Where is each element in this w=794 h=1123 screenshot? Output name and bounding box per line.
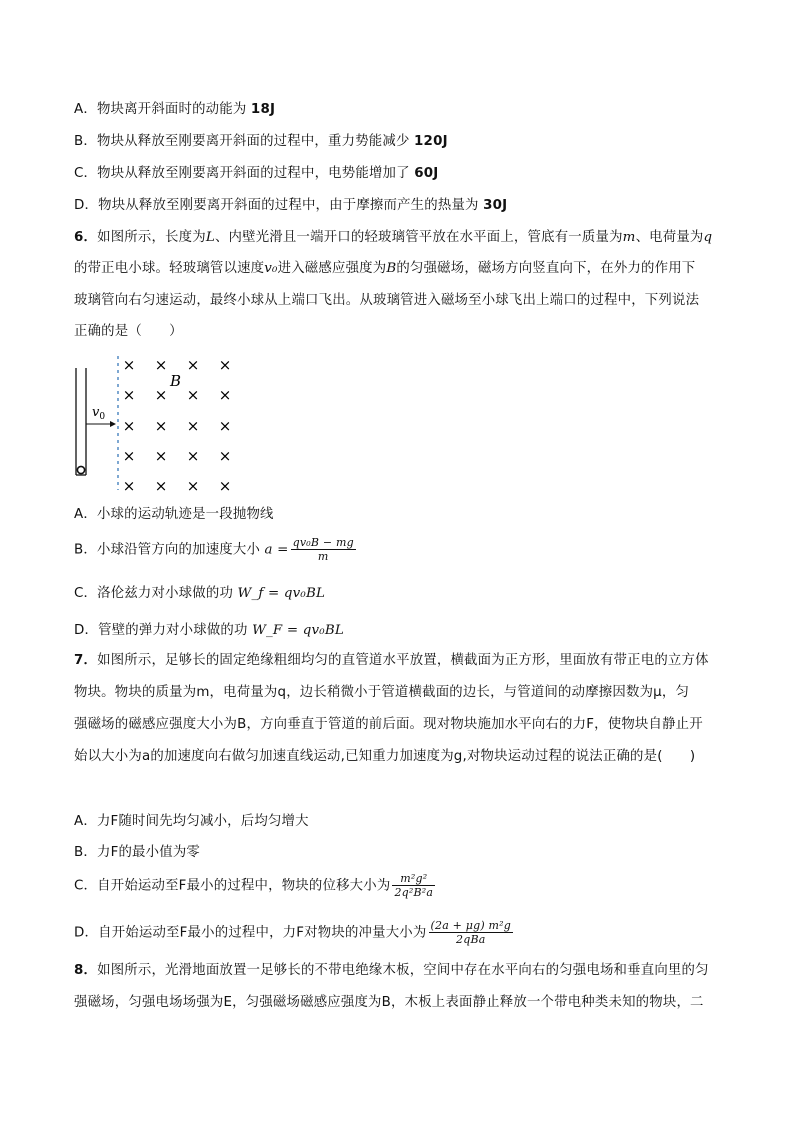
q7-stem-line4: 始以大小为a的加速度向右做匀加速直线运动,已知重力加速度为g,对物块运动过程的说法正确的是( ) <box>74 749 696 764</box>
q7-stem-line2: 物块。物块的质量为m，电荷量为q，边长稍微小于管道横截面的边长，与管道间的动摩擦因数为μ，匀 <box>74 685 690 700</box>
q7-option-d: D．自开始运动至F最小的过程中，力F对物块的冲量大小为 $\frac{\text{(2a + μg) m²g}}{\text{2qBa}}$ <box>74 919 512 946</box>
field-cross-2-1: × <box>154 417 168 435</box>
field-cross-1-0: × <box>122 386 136 404</box>
q6-stem-line1: 6．如图所示，长度为L、内壁光滑且一端开口的轻玻璃管平放在水平面上，管底有一质量为m、电荷量为q <box>74 230 713 245</box>
q6-option-c: C．洛伦兹力对小球做的功 W_f = qv₀BL <box>74 586 326 601</box>
field-cross-0-3: × <box>218 356 232 374</box>
q6-stem-line2: 的带正电小球。轻玻璃管以速度v₀进入磁感应强度为B的匀强磁场，磁场方向竖直向下，在外力的作用下 <box>74 261 696 276</box>
magnetic-field-diagram <box>66 350 256 500</box>
q6-optB-fraction: $\frac{\text{qv₀B − mg}}{m}$ <box>292 536 354 563</box>
q5-option-b: B．物块从释放至刚要离开斜面的过程中，重力势能减少 120J <box>74 134 448 149</box>
q6-stem-line4: 正确的是（ ） <box>74 324 183 339</box>
field-cross-3-2: × <box>186 447 200 465</box>
field-label: B <box>170 372 182 390</box>
q7-optC-fraction: $\frac{\text{m²g²}}{\text{2q²B²a}}$ <box>394 872 434 899</box>
q7-stem-line1: 7．如图所示，足够长的固定绝缘粗细均匀的直管道水平放置，横截面为正方形，里面放有带正电的立方体 <box>74 653 709 668</box>
q6-stem-line3: 玻璃管向右匀速运动，最终小球从上端口飞出。从玻璃管进入磁场至小球飞出上端口的过程中，下列说法 <box>74 293 700 308</box>
velocity-arrowhead <box>110 421 116 427</box>
field-cross-4-0: × <box>122 477 136 495</box>
field-cross-4-1: × <box>154 477 168 495</box>
charged-ball <box>77 466 84 473</box>
field-cross-3-1: × <box>154 447 168 465</box>
field-cross-0-2: × <box>186 356 200 374</box>
q5-option-a: A．物块离开斜面时的动能为 18J <box>74 102 276 117</box>
field-cross-3-0: × <box>122 447 136 465</box>
field-cross-4-3: × <box>218 477 232 495</box>
field-cross-4-2: × <box>186 477 200 495</box>
q5-option-d: D．物块从释放至刚要离开斜面的过程中，由于摩擦而产生的热量为 30J <box>74 198 508 213</box>
q7-optD-fraction: $\frac{\text{(2a + μg) m²g}}{\text{2qBa}}$ <box>430 919 512 946</box>
q6-option-a: A．小球的运动轨迹是一段抛物线 <box>74 507 274 522</box>
q6-figure <box>66 350 256 500</box>
field-cross-0-0: × <box>122 356 136 374</box>
field-cross-1-1: × <box>154 386 168 404</box>
q7-option-c: C．自开始运动至F最小的过程中，物块的位移大小为 $\frac{\text{m²g²}}{\text{2q²B²a}}$ <box>74 872 434 899</box>
q7-option-b: B．力F的最小值为零 <box>74 845 201 860</box>
q7-option-a: A．力F随时间先均匀减小，后均匀增大 <box>74 814 309 829</box>
field-cross-3-3: × <box>218 447 232 465</box>
q6-option-b: B．小球沿管方向的加速度大小 a = $\frac{\text{qv₀B − mg}}{m}$ <box>74 536 354 563</box>
q6-option-d: D．管壁的弹力对小球做的功 W_F = qv₀BL <box>74 623 344 638</box>
q8-stem-line1: 8．如图所示，光滑地面放置一足够长的不带电绝缘木板，空间中存在水平向右的匀强电场和垂直向里的匀 <box>74 963 709 978</box>
q5-option-c: C．物块从释放至刚要离开斜面的过程中，电势能增加了 60J <box>74 166 439 181</box>
field-cross-0-1: × <box>154 356 168 374</box>
field-cross-1-2: × <box>186 386 200 404</box>
q7-stem-line3: 强磁场的磁感应强度大小为B，方向垂直于管道的前后面。现对物块施加水平向右的力F，使物块自静止开 <box>74 717 703 732</box>
field-cross-2-3: × <box>218 417 232 435</box>
field-cross-2-0: × <box>122 417 136 435</box>
field-cross-2-2: × <box>186 417 200 435</box>
q8-stem-line2: 强磁场，匀强电场场强为E，匀强磁场磁感应强度为B，木板上表面静止释放一个带电种类未知的物块，二 <box>74 995 704 1010</box>
field-cross-1-3: × <box>218 386 232 404</box>
velocity-label: $v_0$ <box>92 405 106 422</box>
